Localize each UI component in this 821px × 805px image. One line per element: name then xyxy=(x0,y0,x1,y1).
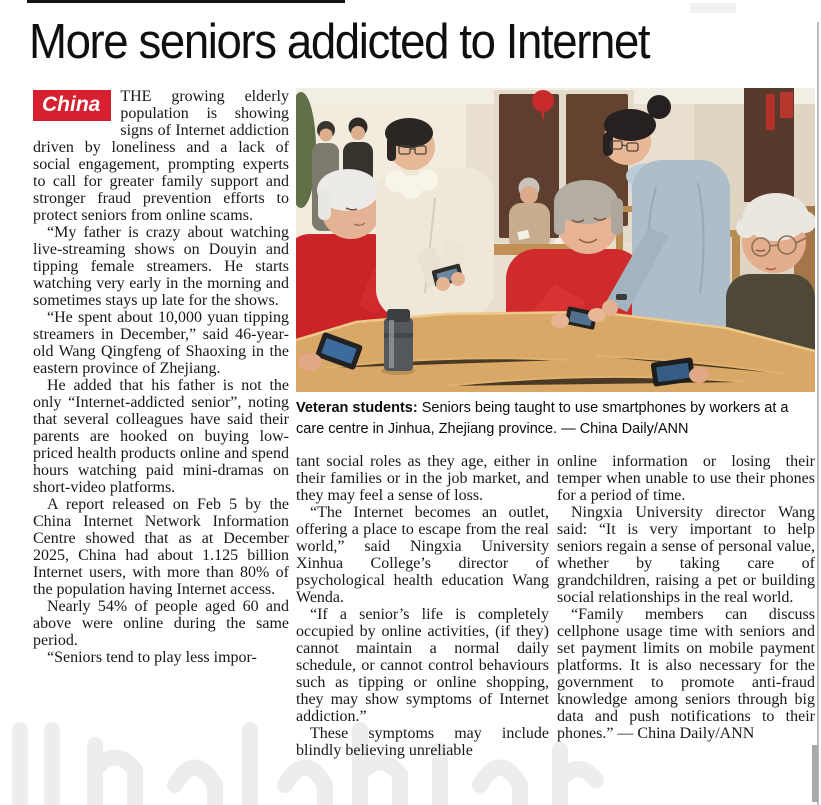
page-edge-line xyxy=(817,22,819,805)
scan-artifact xyxy=(690,3,736,13)
paragraph: “He spent about 10,000 yuan tipping streamers in December,” said 46-year-old Wang Qingfeng of Shaoxing in the eastern province of Zhejiang. xyxy=(33,309,289,377)
paragraph: “If a senior’s life is completely occupied by online activities, (if they) cannot maintain a normal daily schedule, or cannot control behaviours such as tipping or online shopping, they may show symptoms of Internet addiction.” xyxy=(296,606,549,725)
caption-lead: Veteran students: xyxy=(296,400,418,416)
paragraph: online information or losing their temper when unable to use their phones for a period of time. xyxy=(557,453,815,504)
paragraph: These symptoms may include blindly believing unreliable xyxy=(296,725,549,759)
article-column-2 xyxy=(296,453,549,800)
paragraph: He added that his father is not the only “Internet-addicted senior”, noting that several colleagues have said their parents are hooked on buying low-priced health products online and spend hours watching paid mini-dramas on short-video platforms. xyxy=(33,377,289,496)
article-column-3 xyxy=(557,453,815,800)
china-tag xyxy=(33,90,111,121)
headline: More seniors addicted to Internet xyxy=(29,15,650,69)
top-rule xyxy=(27,0,345,3)
paragraph-text: THE growing elderly population is showing signs of Internet addiction driven by loneliness and a lack of social engagement, prompting experts to call for greater family support and stronger fraud prevention efforts to protect seniors from online scams. xyxy=(33,88,289,224)
photo-illustration xyxy=(296,88,815,392)
paragraph: “My father is crazy about watching live-streaming shows on Douyin and tipping female streamers. He starts watching very early in the morning and sometimes stays up late for the shows. xyxy=(33,224,289,309)
paragraph xyxy=(33,88,289,224)
photo-caption xyxy=(296,398,817,440)
caption-text: Seniors being taught to use smartphones by workers at a care centre in Jinhua, Zhejiang province. — China Daily/ANN xyxy=(296,400,789,437)
paragraph: “Seniors tend to play less impor- xyxy=(47,649,257,666)
article-photo xyxy=(296,88,815,392)
paragraph: A report released on Feb 5 by the China Internet Network Information Centre showed that as at December 2025, China had about 1.125 billion Internet users, with more than 80% of the population having Internet access. xyxy=(33,496,289,598)
paragraph: tant social roles as they age, either in their families or in the job market, and they may feel a sense of loss. xyxy=(296,453,549,504)
paragraph: “The Internet becomes an outlet, offering a place to escape from the real world,” said Ningxia University Xinhua College’s director of psychological health education Wang Wenda. xyxy=(296,504,549,606)
paragraph: Ningxia University director Wang said: “It is very important to help seniors regain a sense of personal value, whether by taking care of grandchildren, raising a pet or building social relationships in the real world. xyxy=(557,504,815,606)
china-tag-label: China xyxy=(42,93,101,116)
paragraph: Nearly 54% of people aged 60 and above were online during the same period. xyxy=(33,598,289,649)
paragraph: “Family members can discuss cellphone usage time with seniors and set payment limits on mobile payment platforms. It is also necessary for the government to promote anti-fraud knowledge among seniors through big data and push notifications to their phones.” — China Daily/ANN xyxy=(557,606,815,742)
article-column-1 xyxy=(33,88,289,794)
